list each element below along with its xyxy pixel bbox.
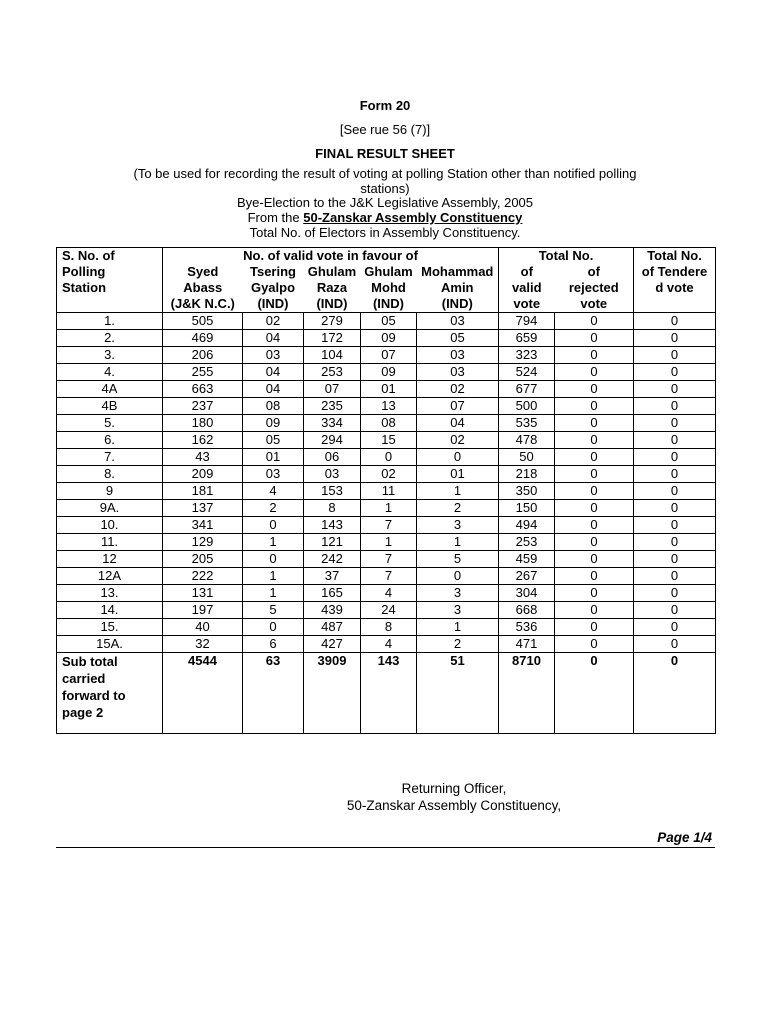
vote-cell: 663 [163, 381, 243, 398]
vote-cell: 323 [499, 347, 555, 364]
vote-cell: 0 [555, 636, 634, 653]
vote-cell: 1 [243, 568, 304, 585]
vote-cell: 143 [304, 517, 361, 534]
header-candidate-5: Mohammad Amin (IND) [417, 264, 499, 313]
vote-cell: 500 [499, 398, 555, 415]
station-number: 11. [57, 534, 163, 551]
vote-cell: 218 [499, 466, 555, 483]
vote-cell: 0 [555, 449, 634, 466]
returning-officer: Returning Officer, [401, 781, 507, 796]
election-name: Bye-Election to the J&K Legislative Assembly, 2005 [236, 195, 534, 210]
vote-cell: 524 [499, 364, 555, 381]
vote-cell: 253 [304, 364, 361, 381]
vote-cell: 0 [634, 415, 716, 432]
vote-cell: 2 [417, 500, 499, 517]
vote-cell: 0 [634, 568, 716, 585]
header-candidate-4: Ghulam Mohd (IND) [364, 264, 413, 311]
vote-cell: 439 [304, 602, 361, 619]
station-number: 13. [57, 585, 163, 602]
footer-divider [56, 847, 715, 848]
vote-cell: 5 [243, 602, 304, 619]
vote-cell: 03 [304, 466, 361, 483]
vote-cell: 0 [634, 602, 716, 619]
vote-cell: 0 [634, 636, 716, 653]
vote-cell: 121 [304, 534, 361, 551]
vote-cell: 24 [361, 602, 417, 619]
table-row [57, 585, 716, 602]
vote-cell: 0 [634, 364, 716, 381]
station-number: 8. [57, 466, 163, 483]
station-number: 4. [57, 364, 163, 381]
vote-cell: 0 [555, 517, 634, 534]
table-row [57, 364, 716, 381]
from-prefix: From the [247, 210, 304, 225]
vote-cell: 253 [499, 534, 555, 551]
vote-cell: 1 [417, 619, 499, 636]
vote-cell: 131 [163, 585, 243, 602]
vote-cell: 0 [555, 466, 634, 483]
vote-cell: 0 [634, 517, 716, 534]
header-candidate-2: Tsering Gyalpo (IND) [250, 264, 296, 311]
station-number: 14. [57, 602, 163, 619]
vote-cell: 04 [243, 330, 304, 347]
station-number: 12 [57, 551, 163, 568]
vote-cell: 7 [361, 568, 417, 585]
vote-cell: 50 [499, 449, 555, 466]
vote-cell: 0 [634, 466, 716, 483]
header-candidate-3: Ghulam Raza (IND) [307, 264, 357, 311]
vote-cell: 0 [555, 381, 634, 398]
vote-cell: 0 [634, 313, 716, 330]
vote-cell: 235 [304, 398, 361, 415]
vote-cell: 0 [634, 449, 716, 466]
vote-cell: 03 [243, 347, 304, 364]
table-row [57, 534, 716, 551]
vote-cell: 1 [243, 585, 304, 602]
vote-cell: 181 [163, 483, 243, 500]
subtotal-cell: 51 [417, 653, 499, 734]
vote-cell: 1 [361, 534, 417, 551]
table-row [57, 602, 716, 619]
vote-cell: 535 [499, 415, 555, 432]
vote-cell: 4 [361, 636, 417, 653]
vote-cell: 01 [243, 449, 304, 466]
sheet-title: FINAL RESULT SHEET [315, 146, 455, 161]
vote-cell: 7 [361, 551, 417, 568]
vote-cell: 279 [304, 313, 361, 330]
table-row [57, 313, 716, 330]
station-number: 15A. [57, 636, 163, 653]
header-total-rejected: of rejected vote [555, 264, 634, 313]
vote-cell: 205 [163, 551, 243, 568]
station-number: 9A. [57, 500, 163, 517]
vote-cell: 294 [304, 432, 361, 449]
table-row [57, 568, 716, 585]
vote-cell: 659 [499, 330, 555, 347]
vote-cell: 0 [634, 500, 716, 517]
vote-cell: 5 [417, 551, 499, 568]
table-row [57, 517, 716, 534]
vote-cell: 334 [304, 415, 361, 432]
vote-cell: 0 [634, 534, 716, 551]
header-tendered-votes: Total No. of Tendere d vote [634, 248, 716, 313]
table-row [57, 398, 716, 415]
vote-cell: 03 [417, 313, 499, 330]
officer-constituency: 50-Zanskar Assembly Constituency, [346, 798, 562, 813]
vote-cell: 0 [555, 500, 634, 517]
vote-cell: 0 [555, 432, 634, 449]
vote-cell: 4 [361, 585, 417, 602]
vote-cell: 0 [555, 313, 634, 330]
vote-cell: 05 [417, 330, 499, 347]
vote-cell: 02 [417, 432, 499, 449]
vote-cell: 427 [304, 636, 361, 653]
vote-cell: 01 [417, 466, 499, 483]
table-row [57, 347, 716, 364]
vote-cell: 180 [163, 415, 243, 432]
vote-cell: 15 [361, 432, 417, 449]
vote-cell: 0 [555, 347, 634, 364]
vote-cell: 0 [634, 483, 716, 500]
vote-cell: 04 [417, 415, 499, 432]
vote-cell: 04 [243, 381, 304, 398]
vote-cell: 0 [417, 449, 499, 466]
vote-cell: 08 [361, 415, 417, 432]
station-number: 15. [57, 619, 163, 636]
vote-cell: 0 [555, 330, 634, 347]
table-row [57, 432, 716, 449]
vote-cell: 0 [634, 398, 716, 415]
vote-cell: 2 [243, 500, 304, 517]
subtotal-label: Sub total carried forward to page 2 [57, 653, 163, 734]
vote-cell: 0 [555, 415, 634, 432]
vote-cell: 0 [555, 568, 634, 585]
vote-cell: 4 [243, 483, 304, 500]
vote-cell: 7 [361, 517, 417, 534]
vote-cell: 536 [499, 619, 555, 636]
constituency-name: 50-Zanskar Assembly Constituency [303, 210, 523, 225]
header-candidate-1: Syed Abass (J&K N.C.) [170, 264, 235, 311]
vote-cell: 1 [417, 534, 499, 551]
vote-cell: 03 [417, 364, 499, 381]
station-number: 12A [57, 568, 163, 585]
vote-cell: 150 [499, 500, 555, 517]
vote-cell: 0 [361, 449, 417, 466]
subtotal-cell: 143 [361, 653, 417, 734]
subtotal-row [57, 653, 716, 734]
vote-cell: 0 [555, 364, 634, 381]
vote-cell: 02 [417, 381, 499, 398]
vote-cell: 1 [243, 534, 304, 551]
vote-cell: 104 [304, 347, 361, 364]
table-row [57, 449, 716, 466]
vote-cell: 3 [417, 517, 499, 534]
vote-cell: 222 [163, 568, 243, 585]
station-number: 10. [57, 517, 163, 534]
vote-cell: 0 [634, 585, 716, 602]
electors-line: Total No. of Electors in Assembly Constituency. [249, 225, 521, 240]
vote-cell: 01 [361, 381, 417, 398]
vote-cell: 0 [555, 551, 634, 568]
vote-cell: 162 [163, 432, 243, 449]
header-total-valid: of valid vote [511, 264, 542, 311]
vote-cell: 43 [163, 449, 243, 466]
vote-cell: 0 [634, 619, 716, 636]
vote-cell: 09 [361, 364, 417, 381]
station-number: 7. [57, 449, 163, 466]
station-number: 4A [57, 381, 163, 398]
vote-cell: 2 [417, 636, 499, 653]
vote-cell: 1 [417, 483, 499, 500]
vote-cell: 1 [361, 500, 417, 517]
vote-cell: 668 [499, 602, 555, 619]
vote-cell: 165 [304, 585, 361, 602]
vote-cell: 0 [634, 347, 716, 364]
vote-cell: 0 [555, 483, 634, 500]
vote-cell: 06 [304, 449, 361, 466]
vote-cell: 07 [304, 381, 361, 398]
vote-cell: 209 [163, 466, 243, 483]
subtotal-cell: 8710 [499, 653, 555, 734]
vote-cell: 03 [417, 347, 499, 364]
vote-cell: 0 [634, 551, 716, 568]
subtotal-cell: 0 [634, 653, 716, 734]
table-row [57, 636, 716, 653]
subtotal-cell: 4544 [163, 653, 243, 734]
vote-cell: 8 [304, 500, 361, 517]
vote-cell: 197 [163, 602, 243, 619]
header-valid-votes-group: No. of valid vote in favour of [163, 248, 499, 265]
vote-cell: 206 [163, 347, 243, 364]
vote-cell: 0 [555, 534, 634, 551]
vote-cell: 255 [163, 364, 243, 381]
station-number: 9 [57, 483, 163, 500]
vote-cell: 0 [243, 517, 304, 534]
station-number: 6. [57, 432, 163, 449]
vote-cell: 350 [499, 483, 555, 500]
table-row [57, 483, 716, 500]
vote-cell: 02 [243, 313, 304, 330]
vote-cell: 09 [361, 330, 417, 347]
vote-cell: 242 [304, 551, 361, 568]
vote-cell: 0 [555, 602, 634, 619]
vote-cell: 794 [499, 313, 555, 330]
vote-cell: 267 [499, 568, 555, 585]
vote-cell: 6 [243, 636, 304, 653]
vote-cell: 0 [243, 551, 304, 568]
vote-cell: 40 [163, 619, 243, 636]
vote-cell: 677 [499, 381, 555, 398]
vote-cell: 0 [634, 432, 716, 449]
vote-cell: 11 [361, 483, 417, 500]
vote-cell: 459 [499, 551, 555, 568]
vote-cell: 13 [361, 398, 417, 415]
vote-cell: 153 [304, 483, 361, 500]
vote-cell: 04 [243, 364, 304, 381]
subtotal-cell: 63 [243, 653, 304, 734]
vote-cell: 3 [417, 585, 499, 602]
subtotal-cell: 3909 [304, 653, 361, 734]
table-row [57, 330, 716, 347]
vote-cell: 304 [499, 585, 555, 602]
vote-cell: 471 [499, 636, 555, 653]
vote-cell: 0 [417, 568, 499, 585]
vote-cell: 0 [634, 381, 716, 398]
table-row [57, 500, 716, 517]
station-number: 2. [57, 330, 163, 347]
subtotal-cell: 0 [555, 653, 634, 734]
table-row [57, 619, 716, 636]
vote-cell: 129 [163, 534, 243, 551]
vote-cell: 0 [634, 330, 716, 347]
header-serial-no: S. No. of Polling Station [57, 248, 163, 313]
vote-cell: 05 [243, 432, 304, 449]
station-number: 3. [57, 347, 163, 364]
purpose-line-2: stations) [360, 181, 410, 196]
vote-cell: 237 [163, 398, 243, 415]
vote-cell: 0 [555, 398, 634, 415]
vote-cell: 07 [417, 398, 499, 415]
vote-cell: 172 [304, 330, 361, 347]
page-number: Page 1/4 [657, 830, 712, 845]
table-row [57, 551, 716, 568]
vote-cell: 341 [163, 517, 243, 534]
table-row [57, 381, 716, 398]
table-row [57, 415, 716, 432]
vote-cell: 03 [243, 466, 304, 483]
vote-cell: 0 [243, 619, 304, 636]
table-row [57, 466, 716, 483]
vote-cell: 3 [417, 602, 499, 619]
station-number: 4B [57, 398, 163, 415]
vote-cell: 469 [163, 330, 243, 347]
vote-cell: 0 [555, 619, 634, 636]
vote-cell: 37 [304, 568, 361, 585]
vote-cell: 8 [361, 619, 417, 636]
result-rows [57, 313, 716, 653]
station-number: 5. [57, 415, 163, 432]
vote-cell: 505 [163, 313, 243, 330]
vote-cell: 494 [499, 517, 555, 534]
vote-cell: 487 [304, 619, 361, 636]
vote-cell: 32 [163, 636, 243, 653]
form-title: Form 20 [359, 98, 411, 113]
header-total-group: Total No. [499, 248, 634, 265]
result-table [56, 247, 716, 734]
vote-cell: 0 [555, 585, 634, 602]
vote-cell: 02 [361, 466, 417, 483]
constituency-line [0, 210, 770, 225]
purpose-line-1: (To be used for recording the result of voting at polling Station other than notified polling [133, 166, 637, 181]
vote-cell: 09 [243, 415, 304, 432]
station-number: 1. [57, 313, 163, 330]
vote-cell: 05 [361, 313, 417, 330]
vote-cell: 07 [361, 347, 417, 364]
vote-cell: 137 [163, 500, 243, 517]
rule-reference: [See rue 56 (7)] [339, 122, 431, 137]
vote-cell: 08 [243, 398, 304, 415]
vote-cell: 478 [499, 432, 555, 449]
